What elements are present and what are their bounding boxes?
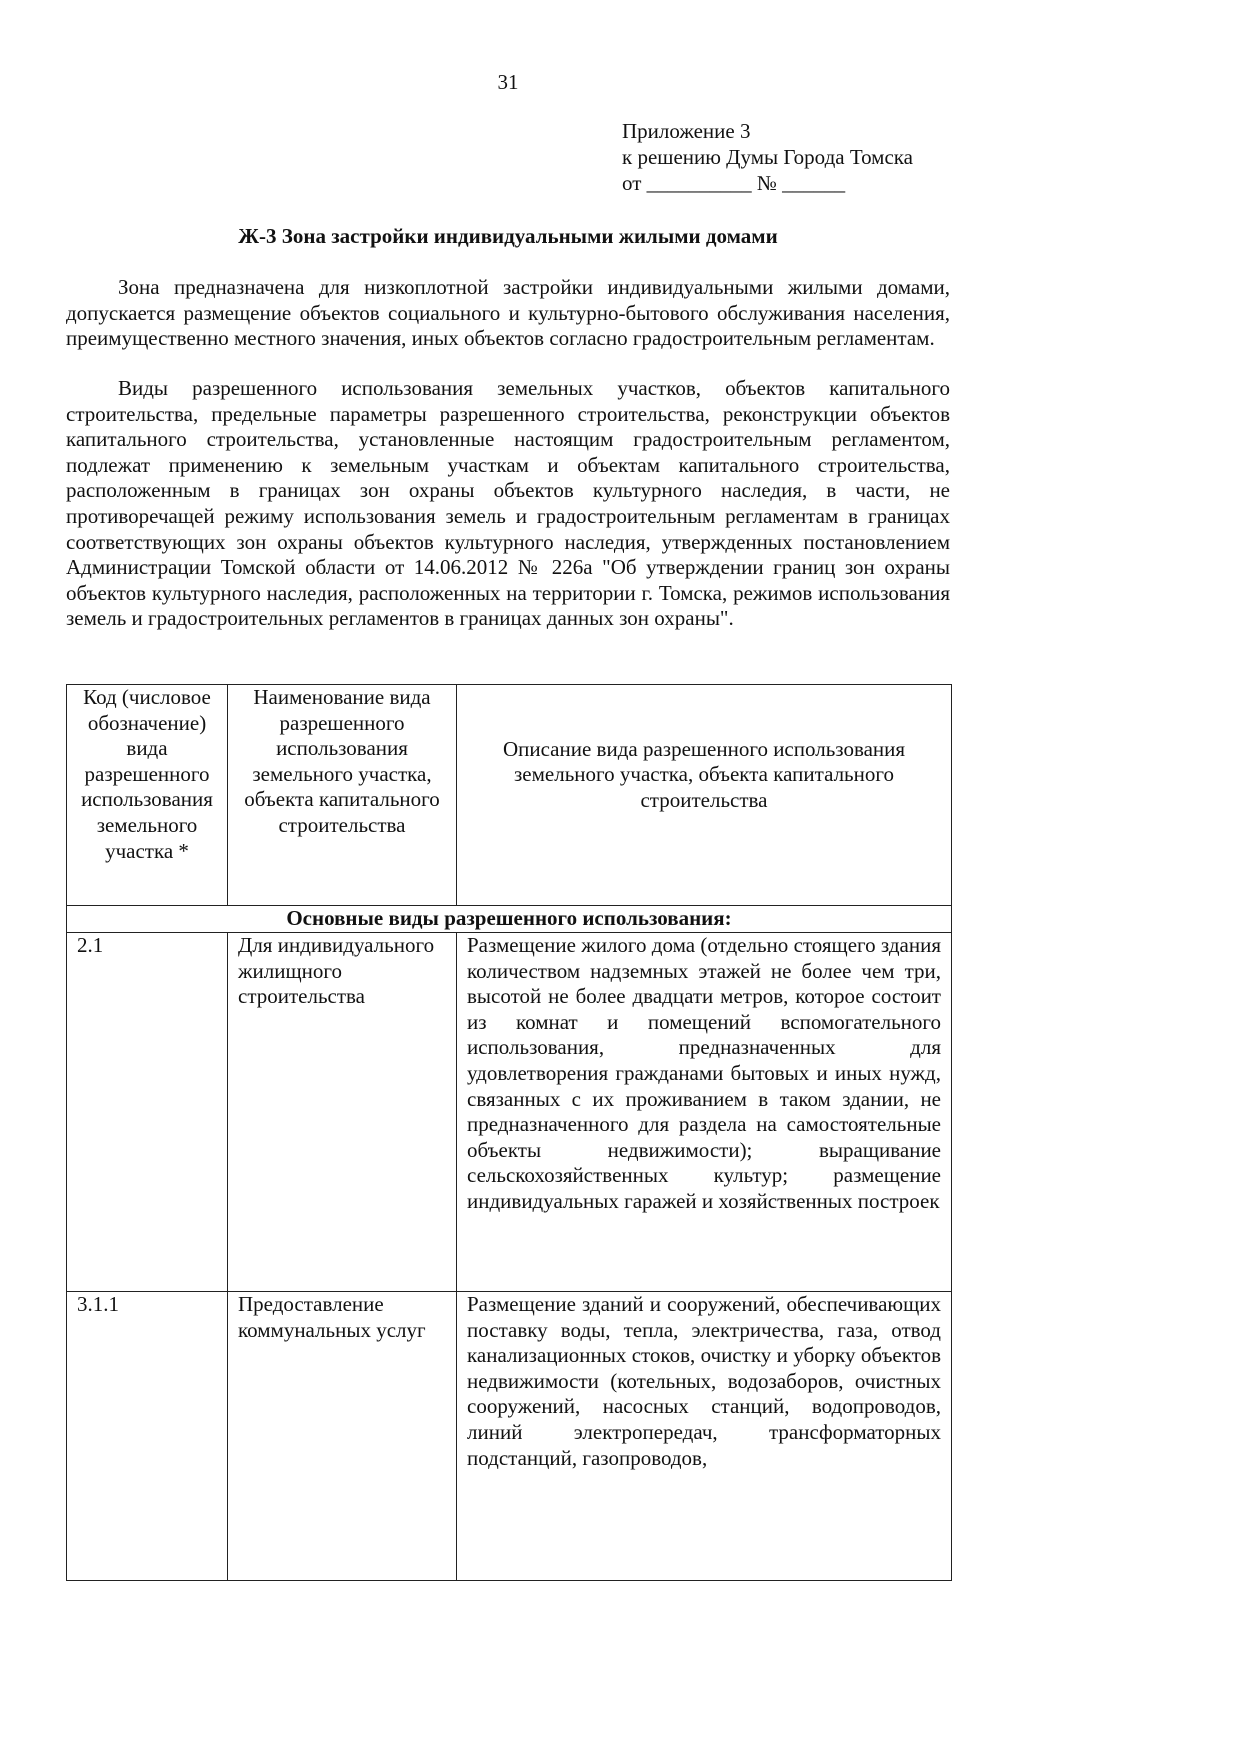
- page-number: 31: [497, 70, 519, 94]
- row-code: 3.1.1: [67, 1292, 228, 1581]
- table-row: [67, 1292, 952, 1581]
- document-title: Ж-3 Зона застройки индивидуальными жилыми домами: [238, 224, 778, 248]
- row-code: 2.1: [67, 933, 228, 1292]
- appendix-reference: [622, 118, 913, 196]
- table-header-row: [67, 685, 952, 906]
- row-name: Для индивидуального жилищного строительства: [228, 933, 457, 1292]
- header-name: Наименование вида разрешенного использования земельного участка, объекта капитального строительства: [228, 685, 457, 906]
- header-description: Описание вида разрешенного использования земельного участка, объекта капитального строительства: [457, 685, 952, 906]
- permitted-uses-table: [66, 684, 952, 1581]
- table-section-row: [67, 906, 952, 933]
- table-row: [67, 933, 952, 1292]
- row-name: Предоставление коммунальных услуг: [228, 1292, 457, 1581]
- appendix-line-1: Приложение 3: [622, 119, 751, 143]
- row-description: Размещение жилого дома (отдельно стоящего здания количеством надземных этажей не более чем три, высотой не более двадцати метров, которое состоит из комнат и помещений вспомогательного использования, предназначенных для удовлетворения гражданами бытовых и иных нужд, связанных с их проживанием в таком здании, не предназначенного для раздела на самостоятельные объекты недвижимости); выращивание сельскохозяйственных культур; размещение индивидуальных гаражей и хозяйственных построек: [457, 933, 952, 1292]
- appendix-line-3: от __________ № ______: [622, 171, 846, 195]
- paragraph-permitted-uses: Виды разрешенного использования земельных участков, объектов капитального строительства, предельные параметры разрешенного строительства, реконструкции объектов капитального строительства, установленные настоящим градостроительным регламентом, подлежат применению к земельным участкам и объектам капитального строительства, расположенным в границах зон охраны объектов культурного наследия, в части, не противоречащей режиму использования земель и градостроительным регламентам в границах соответствующих зон охраны объектов культурного наследия, утвержденных постановлением Администрации Томской области от 14.06.2012 № 226а "Об утверждении границ зон охраны объектов культурного наследия, расположенных на территории г. Томска, режимов использования земель и градостроительных регламентов в границах данных зон охраны".: [66, 376, 950, 631]
- paragraph-zone-purpose: Зона предназначена для низкоплотной застройки индивидуальными жилыми домами, допускается размещение объектов социального и культурно-бытового обслуживания населения, преимущественно местного значения, иных объектов согласно градостроительным регламентам.: [66, 275, 950, 351]
- section-title: Основные виды разрешенного использования:: [67, 906, 952, 933]
- header-code: Код (числовое обозначение) вида разрешенного использования земельного участка *: [67, 685, 228, 906]
- appendix-line-2: к решению Думы Города Томска: [622, 145, 913, 169]
- row-description: Размещение зданий и сооружений, обеспечивающих поставку воды, тепла, электричества, газа, отвод канализационных стоков, очистку и уборку объектов недвижимости (котельных, водозаборов, очистных сооружений, насосных станций, водопроводов, линий электропередач, трансформаторных подстанций, газопроводов,: [457, 1292, 952, 1581]
